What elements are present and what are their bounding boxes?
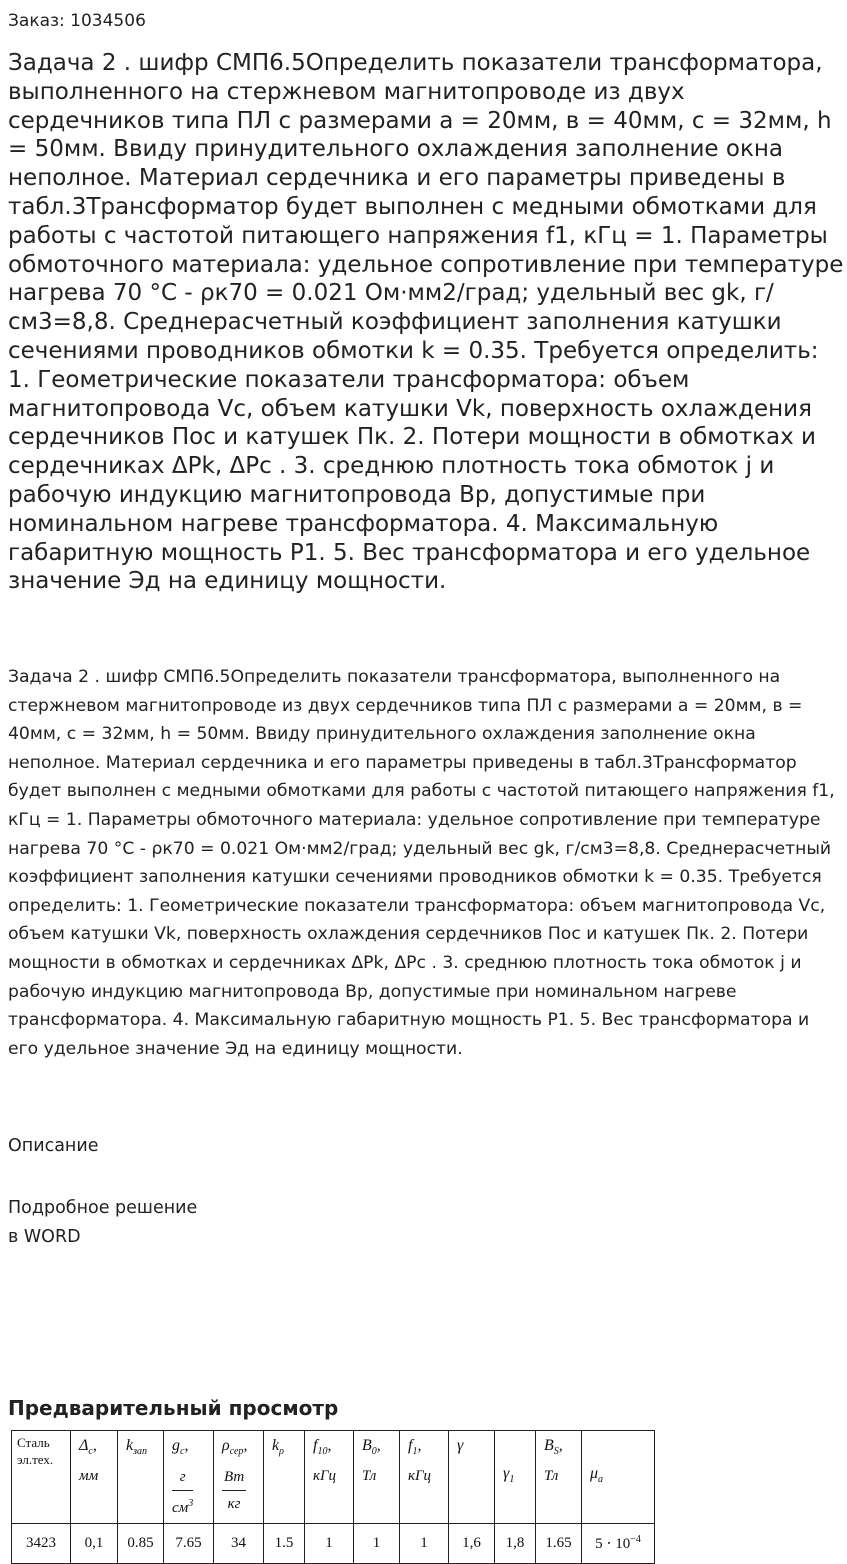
description-label: Описание: [8, 1136, 99, 1156]
header-f10: $f_{10}$, кГц: [305, 1431, 354, 1524]
table-cell: 34: [214, 1524, 264, 1564]
table-cell: 1: [400, 1524, 449, 1564]
table-cell: 1: [354, 1524, 400, 1564]
table-cell: 0.85: [118, 1524, 164, 1564]
table-header-row: [12, 1431, 655, 1524]
solution-line-1: Подробное решение: [8, 1198, 198, 1218]
header-gamma1: $\gamma_1$: [495, 1431, 536, 1524]
header-material: Сталь эл.тех.: [12, 1431, 71, 1524]
header-kp: $k_\rho$: [264, 1431, 305, 1524]
table-cell: 1,8: [495, 1524, 536, 1564]
table-cell: 7.65: [164, 1524, 214, 1564]
solution-line-2: в WORD: [8, 1227, 81, 1247]
table-cell: 3423: [12, 1524, 71, 1564]
header-delta: $\Delta_c$, мм: [71, 1431, 118, 1524]
table-cell: 1: [305, 1524, 354, 1564]
order-number: Заказ: 1034506: [8, 11, 146, 31]
material-parameters-table: [11, 1430, 655, 1564]
header-bs: $B_S$, Тл: [536, 1431, 582, 1524]
table-cell: 1.5: [264, 1524, 305, 1564]
header-gamma: γ: [449, 1431, 495, 1524]
header-mu: $\mu_a$: [582, 1431, 655, 1524]
table-cell: 0,1: [71, 1524, 118, 1564]
header-f1: $f_1$, кГц: [400, 1431, 449, 1524]
task-description: Задача 2 . шифр СМП6.5Определить показатели трансформатора, выполненного на стержневом магнитопроводе из двух сердечников типа ПЛ с размерами а = 20мм, в = 40мм, с = 32мм, h = 50мм. Ввиду принудительного охлаждения заполнение окна неполное. Материал сердечника и его параметры приведены в табл.3Трансформатор будет выполнен с медными обмотками для работы с частотой питающего напряжения f1, кГц = 1. Параметры обмоточного материала: удельное сопротивление при температуре нагрева 70 °С - ρк70 = 0.021 Ом·мм2/град; удельный вес gk, г/см3=8,8. Среднерасчетный коэффициент заполнения катушки сечениями проводников обмотки k = 0.35. Требуется определить: 1. Геометрические показатели трансформатора: объем магнитопровода Vc, объем катушки Vk, поверхность охлаждения сердечников Пос и катушек Пк. 2. Потери мощности в обмотках и сердечниках ΔРk, ΔРc . 3. среднюю плотность тока обмоток j и рабочую индукцию магнитопровода Bp, допустимые при номинальном нагреве трансформатора. 4. Максимальную габаритную мощность Р1. 5. Вес трансформатора и его удельное значение Эд на единицу мощности.: [8, 667, 835, 1059]
table-cell: 1,6: [449, 1524, 495, 1564]
header-rho: $\rho_{сер}$, $\frac{Вт}{кг}$: [214, 1431, 264, 1524]
header-b0: $B_0$, Тл: [354, 1431, 400, 1524]
header-kzap: $k_{зап}$: [118, 1431, 164, 1524]
preview-title: Предварительный просмотр: [8, 1396, 339, 1420]
table-cell-mu: $5 \cdot 10^{-4}$: [582, 1524, 655, 1564]
table-cell: 1.65: [536, 1524, 582, 1564]
table-row: [12, 1524, 655, 1564]
header-gc: $g_c$, $\frac{г}{см^3}$: [164, 1431, 214, 1524]
preview-image: [11, 1430, 655, 1564]
task-title: Задача 2 . шифр СМП6.5Определить показатели трансформатора, выполненного на стержневом магнитопроводе из двух сердечников типа ПЛ с размерами а = 20мм, в = 40мм, с = 32мм, h = 50мм. Ввиду принудительного охлаждения заполнение окна неполное. Материал сердечника и его параметры приведены в табл.3Трансформатор будет выполнен с медными обмотками для работы с частотой питающего напряжения f1, кГц = 1. Параметры обмоточного материала: удельное сопротивление при температуре нагрева 70 °С - ρк70 = 0.021 Ом·мм2/град; удельный вес gk, г/см3=8,8. Среднерасчетный коэффициент заполнения катушки сечениями проводников обмотки k = 0.35. Требуется определить: 1. Геометрические показатели трансформатора: объем магнитопровода Vc, объем катушки Vk, поверхность охлаждения сердечников Пос и катушек Пк. 2. Потери мощности в обмотках и сердечниках ΔРk, ΔРc . 3. среднюю плотность тока обмоток j и рабочую индукцию магнитопровода Bp, допустимые при номинальном нагреве трансформатора. 4. Максимальную габаритную мощность Р1. 5. Вес трансформатора и его удельное значение Эд на единицу мощности.: [8, 50, 844, 595]
